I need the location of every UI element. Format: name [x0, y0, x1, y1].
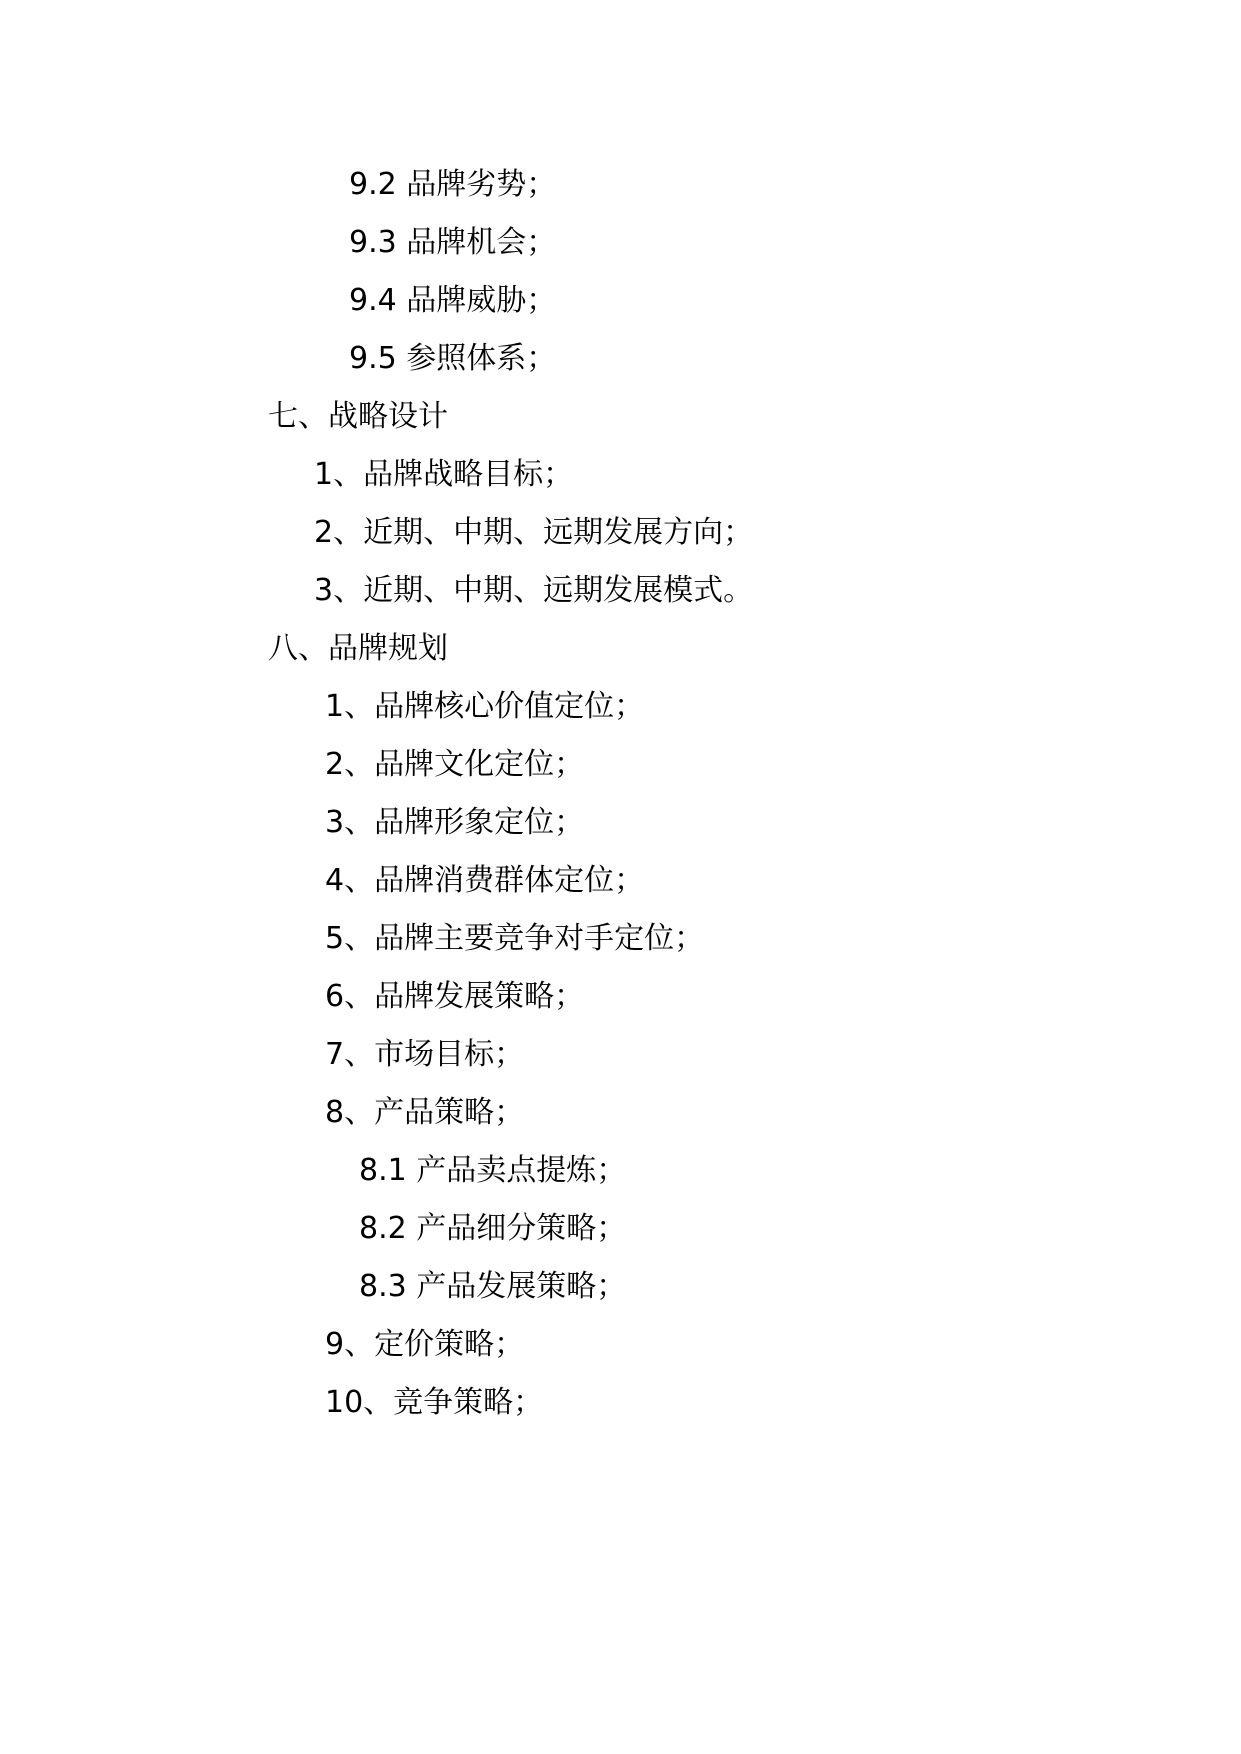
section-heading-8: 八、品牌规划	[268, 631, 448, 666]
subitem-8-2: 8.2 产品细分策略；	[359, 1211, 627, 1246]
subitem-8-3: 8.3 产品发展策略；	[359, 1269, 627, 1304]
subitem-8-1: 8.1 产品卖点提炼；	[359, 1153, 627, 1188]
section8-item-7: 7、市场目标；	[325, 1037, 525, 1072]
section7-item-2: 2、近期、中期、远期发展方向；	[314, 515, 754, 550]
section8-item-5: 5、品牌主要竞争对手定位；	[325, 921, 705, 956]
section8-item-9: 9、定价策略；	[325, 1327, 525, 1362]
section7-item-3: 3、近期、中期、远期发展模式。	[314, 573, 754, 608]
section8-item-3: 3、品牌形象定位；	[325, 805, 585, 840]
section-heading-7: 七、战略设计	[268, 399, 448, 434]
section8-item-1: 1、品牌核心价值定位；	[325, 689, 645, 724]
subitem-9-2: 9.2 品牌劣势；	[349, 167, 557, 202]
section8-item-8: 8、产品策略；	[325, 1095, 525, 1130]
subitem-9-5: 9.5 参照体系；	[349, 341, 557, 376]
section8-item-4: 4、品牌消费群体定位；	[325, 863, 645, 898]
section7-item-1: 1、品牌战略目标；	[314, 457, 574, 492]
subitem-9-4: 9.4 品牌威胁；	[349, 283, 557, 318]
subitem-9-3: 9.3 品牌机会；	[349, 225, 557, 260]
section8-item-10: 10、竞争策略；	[325, 1385, 544, 1420]
section8-item-6: 6、品牌发展策略；	[325, 979, 585, 1014]
section8-item-2: 2、品牌文化定位；	[325, 747, 585, 782]
